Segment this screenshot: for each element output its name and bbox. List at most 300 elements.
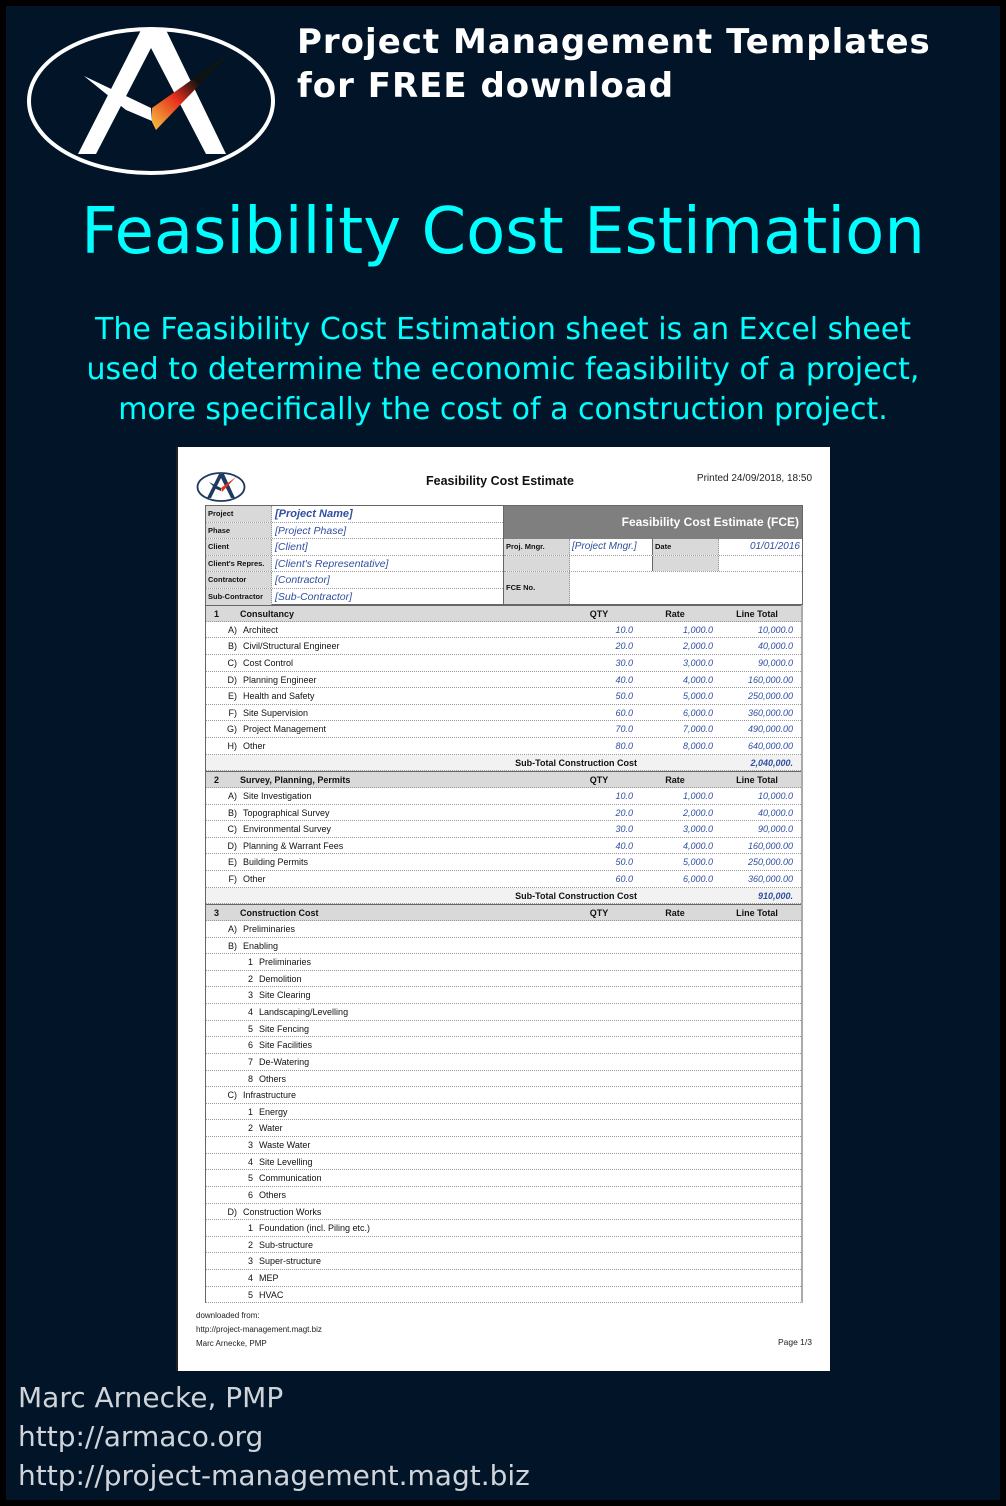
sub-item-number: 4	[247, 1007, 253, 1017]
qty-cell[interactable]: 10.0	[615, 790, 633, 801]
table-row	[206, 1237, 801, 1254]
sub-item-number: 2	[247, 973, 253, 984]
author-info	[18, 1378, 530, 1495]
sheet-footer	[196, 1309, 322, 1351]
project-name-field[interactable]: [Project Name]	[275, 508, 353, 520]
line-total-cell	[721, 1204, 801, 1220]
item-description: Architect	[243, 624, 279, 635]
line-total-cell: 90,000.0	[757, 657, 793, 668]
line-total-cell: 360,000.00	[747, 707, 793, 718]
item-description: Health and Safety	[243, 691, 315, 702]
line-total-cell	[721, 1253, 801, 1269]
line-total-cell	[721, 1120, 801, 1136]
item-description: Civil/Structural Engineer	[243, 641, 340, 652]
item-description: Others	[259, 1189, 287, 1200]
footer-line: Marc Arnecke, PMP	[196, 1339, 267, 1348]
info-label	[653, 556, 719, 572]
qty-column-header: QTY	[589, 908, 609, 919]
contractor-field[interactable]: [Contractor]	[275, 574, 330, 586]
line-total-column-header: Line Total	[736, 609, 778, 619]
sub-item-number: 3	[247, 990, 253, 1001]
item-letter: C)	[227, 657, 237, 668]
item-letter: C)	[227, 1090, 237, 1101]
rate-cell[interactable]	[637, 938, 721, 954]
info-row-blank	[504, 556, 802, 573]
qty-cell[interactable]	[565, 938, 637, 954]
blank-field[interactable]	[570, 556, 653, 572]
table-row	[206, 1170, 801, 1187]
qty-cell[interactable]: 30.0	[615, 657, 633, 668]
line-total-cell	[721, 1021, 801, 1037]
line-total-cell	[721, 1220, 801, 1236]
header-line-2: for FREE download	[297, 66, 675, 106]
item-description: Planning Engineer	[243, 674, 317, 685]
rate-cell[interactable]	[637, 1037, 721, 1053]
qty-cell[interactable]	[565, 1021, 637, 1037]
table-row	[206, 738, 801, 755]
table-row	[206, 987, 801, 1004]
item-letter: A)	[228, 790, 237, 801]
sub-item-number: 2	[247, 1123, 253, 1134]
sub-item-number: 5	[247, 1023, 253, 1034]
sub-item-number: 3	[247, 1256, 253, 1267]
table-row	[206, 1187, 801, 1204]
item-letter: G)	[227, 724, 237, 735]
item-description: Site Fencing	[259, 1023, 310, 1034]
rate-column-header: Rate	[665, 609, 685, 619]
table-row	[206, 1054, 801, 1071]
sub-item-number: 6	[247, 1189, 253, 1200]
table-row	[206, 971, 801, 988]
item-description: Waste Water	[259, 1140, 311, 1150]
item-description: Landscaping/Levelling	[259, 1007, 349, 1017]
subtotal-row	[206, 755, 801, 772]
author-name: Marc Arnecke, PMP	[18, 1381, 284, 1414]
item-description: Site Facilities	[259, 1040, 313, 1051]
sub-item-number: 5	[247, 1289, 253, 1300]
line-total-cell	[721, 987, 801, 1003]
section-number: 2	[214, 775, 220, 786]
sub-item-number: 7	[247, 1056, 253, 1067]
qty-cell[interactable]	[565, 1170, 637, 1186]
item-description: Building Permits	[243, 857, 309, 868]
description	[0, 310, 1006, 430]
subtotal-row	[206, 888, 801, 905]
qty-cell[interactable]	[565, 1104, 637, 1120]
item-description: Planning & Warrant Fees	[243, 840, 344, 851]
item-description: De-Watering	[259, 1056, 310, 1067]
line-total-cell: 40,000.0	[757, 807, 793, 818]
item-description: Site Clearing	[259, 990, 311, 1001]
line-total-cell: 10,000.0	[757, 790, 793, 801]
subtotal-value: 910,000.	[757, 890, 793, 901]
line-total-cell	[721, 954, 801, 970]
compass-a-logo-icon	[26, 26, 276, 176]
line-total-cell: 40,000.0	[757, 641, 793, 652]
sub-item-number: 4	[247, 1273, 253, 1283]
section-number: 1	[214, 609, 220, 619]
rate-cell[interactable]: 6,000.0	[682, 874, 713, 884]
line-total-cell	[721, 1087, 801, 1103]
info-row-client	[206, 539, 503, 556]
table-row	[206, 1071, 801, 1088]
item-letter: B)	[228, 940, 237, 951]
rate-cell[interactable]: 8,000.0	[682, 741, 713, 751]
line-total-cell: 160,000.00	[747, 674, 793, 685]
table-row	[206, 805, 801, 822]
sub-item-number: 4	[247, 1156, 253, 1167]
item-description: Construction Works	[243, 1206, 322, 1217]
item-description: Demolition	[259, 973, 302, 984]
sub-item-number: 3	[247, 1140, 253, 1150]
line-total-column-header: Line Total	[736, 775, 778, 786]
line-total-cell: 490,000.00	[747, 724, 793, 735]
sub-item-number: 5	[247, 1173, 253, 1184]
line-total-cell	[721, 1037, 801, 1053]
table-row	[206, 1087, 801, 1104]
table-row	[206, 1253, 801, 1270]
fce-heading: Feasibility Cost Estimate (FCE)	[504, 506, 802, 539]
info-label: Contractor	[206, 572, 272, 588]
info-label: Date	[653, 539, 719, 555]
rate-cell[interactable]	[637, 921, 721, 937]
line-total-cell: 250,000.00	[747, 691, 793, 702]
item-description: Energy	[259, 1106, 288, 1117]
line-total-cell	[721, 1170, 801, 1186]
rate-cell[interactable]	[637, 1220, 721, 1236]
qty-cell[interactable]	[565, 1071, 637, 1087]
date-field[interactable]: 01/01/2016	[749, 541, 800, 552]
project-info-right	[504, 506, 802, 604]
qty-cell[interactable]	[565, 1120, 637, 1136]
item-letter: F)	[228, 707, 237, 718]
line-total-cell	[721, 938, 801, 954]
project-info-block	[205, 505, 803, 605]
line-total-column-header: Line Total	[736, 908, 778, 919]
section-title: Survey, Planning, Permits	[240, 775, 351, 786]
item-letter: F)	[228, 874, 237, 884]
qty-cell[interactable]: 60.0	[615, 874, 633, 884]
item-letter: H)	[227, 741, 237, 751]
qty-cell[interactable]: 80.0	[615, 741, 633, 751]
printed-timestamp: Printed 24/09/2018, 18:50	[696, 473, 812, 484]
site-header	[297, 20, 931, 108]
qty-cell[interactable]: 50.0	[615, 691, 633, 702]
line-total-cell	[721, 1071, 801, 1087]
table-row	[206, 655, 801, 672]
table-row	[206, 921, 801, 938]
subtotal-value: 2,040,000.	[750, 757, 793, 768]
table-row	[206, 638, 801, 655]
qty-cell[interactable]: 10.0	[615, 624, 633, 635]
qty-cell[interactable]	[565, 954, 637, 970]
section-number: 3	[214, 908, 220, 919]
item-letter: C)	[227, 824, 237, 835]
qty-cell[interactable]: 20.0	[615, 807, 633, 818]
rate-cell[interactable]	[637, 987, 721, 1003]
blank-field[interactable]	[719, 556, 802, 572]
qty-cell[interactable]	[565, 971, 637, 987]
item-description: Cost Control	[243, 657, 294, 668]
rate-column-header: Rate	[665, 908, 685, 919]
item-description: Topographical Survey	[243, 807, 330, 818]
item-description: Foundation (incl. Piling etc.)	[259, 1223, 371, 1234]
sub-item-number: 1	[247, 957, 253, 968]
item-letter: A)	[228, 923, 237, 934]
item-description: Water	[259, 1123, 283, 1134]
sub-item-number: 1	[247, 1106, 253, 1117]
line-total-cell	[721, 1270, 801, 1286]
info-row-contractor	[206, 572, 503, 589]
table-row	[206, 1204, 801, 1221]
author-url-1[interactable]: http://armaco.org	[18, 1420, 264, 1453]
description-line: The Feasibility Cost Estimation sheet is an Excel sheet	[95, 312, 911, 347]
rate-cell[interactable]	[637, 1004, 721, 1020]
rate-cell[interactable]: 3,000.0	[682, 824, 713, 835]
line-total-cell: 10,000.0	[757, 624, 793, 635]
line-total-cell	[721, 1004, 801, 1020]
rate-cell[interactable]	[637, 1021, 721, 1037]
item-letter: D)	[227, 840, 237, 851]
qty-cell[interactable]	[565, 1237, 637, 1253]
info-label: Client's Repres.	[206, 556, 272, 572]
item-description: Site Investigation	[243, 790, 312, 801]
rate-cell[interactable]: 5,000.0	[682, 857, 713, 868]
item-letter: B)	[228, 807, 237, 818]
line-total-cell	[721, 1287, 801, 1303]
line-total-cell: 250,000.00	[747, 857, 793, 868]
qty-cell[interactable]	[565, 1220, 637, 1236]
table-row	[206, 1037, 801, 1054]
line-total-cell	[721, 971, 801, 987]
rate-cell[interactable]	[637, 1237, 721, 1253]
description-line: used to determine the economic feasibility of a project,	[86, 352, 920, 387]
sub-item-number: 1	[247, 1223, 253, 1234]
table-row	[206, 954, 801, 971]
subtotal-label: Sub-Total Construction Cost	[515, 890, 637, 901]
rate-cell[interactable]	[637, 1187, 721, 1203]
table-row	[206, 1120, 801, 1137]
sub-item-number: 6	[247, 1040, 253, 1051]
item-description: Other	[243, 874, 266, 884]
section-header-row	[206, 904, 801, 921]
footer-line: downloaded from:	[196, 1311, 260, 1320]
line-total-cell	[721, 1104, 801, 1120]
qty-cell[interactable]: 50.0	[615, 857, 633, 868]
item-description: Sub-structure	[259, 1239, 314, 1250]
item-description: Others	[259, 1073, 287, 1084]
qty-cell[interactable]	[565, 1154, 637, 1170]
item-description: Site Supervision	[243, 707, 309, 718]
item-description: Environmental Survey	[243, 824, 332, 835]
rate-cell[interactable]	[637, 1253, 721, 1269]
item-letter: E)	[228, 691, 237, 702]
info-label: Sub-Contractor	[206, 589, 272, 606]
item-description: Project Management	[243, 724, 327, 735]
item-letter: D)	[227, 674, 237, 685]
qty-cell[interactable]: 40.0	[615, 674, 633, 685]
info-label: Phase	[206, 523, 272, 539]
info-row-fce	[504, 572, 802, 604]
qty-cell[interactable]	[565, 1087, 637, 1103]
section-header-row	[206, 771, 801, 788]
section-title: Construction Cost	[240, 908, 319, 919]
line-total-cell	[721, 921, 801, 937]
rate-cell[interactable]: 2,000.0	[682, 807, 713, 818]
item-letter: E)	[228, 857, 237, 868]
item-description: HVAC	[259, 1289, 284, 1300]
qty-column-header: QTY	[589, 775, 609, 786]
subtotal-label: Sub-Total Construction Cost	[515, 757, 637, 768]
item-description: Other	[243, 741, 266, 751]
project-manager-field[interactable]: [Project Mngr.]	[570, 539, 653, 555]
item-letter: B)	[228, 641, 237, 652]
sheet-logo-icon	[196, 471, 246, 503]
subcontractor-field[interactable]: [Sub-Contractor]	[275, 590, 353, 603]
qty-cell[interactable]	[565, 1187, 637, 1203]
table-row	[206, 838, 801, 855]
rate-cell[interactable]	[637, 1054, 721, 1070]
table-row	[206, 672, 801, 689]
item-description: Site Levelling	[259, 1156, 313, 1167]
rate-cell[interactable]	[637, 1120, 721, 1136]
footer-link: http://project-management.magt.biz	[196, 1325, 322, 1334]
item-description: Enabling	[243, 940, 279, 951]
qty-cell[interactable]: 30.0	[615, 824, 633, 835]
table-row	[206, 1137, 801, 1154]
info-row-phase	[206, 523, 503, 540]
description-line: more specifically the cost of a construction project.	[118, 392, 888, 427]
qty-cell[interactable]	[565, 1270, 637, 1286]
table-row	[206, 854, 801, 871]
rate-cell[interactable]: 2,000.0	[682, 641, 713, 652]
rate-cell[interactable]	[637, 1071, 721, 1087]
table-row	[206, 1104, 801, 1121]
page-title: Feasibility Cost Estimation	[81, 195, 925, 269]
qty-cell[interactable]	[565, 1054, 637, 1070]
info-row-subcontractor	[206, 589, 503, 606]
qty-cell[interactable]: 20.0	[615, 641, 633, 652]
item-description: Infrastructure	[243, 1090, 297, 1101]
qty-cell[interactable]	[565, 987, 637, 1003]
line-total-cell	[721, 1187, 801, 1203]
table-row	[206, 1021, 801, 1038]
info-label	[504, 556, 570, 572]
qty-cell[interactable]	[565, 1287, 637, 1303]
rate-cell[interactable]: 7,000.0	[682, 724, 713, 735]
table-row	[206, 938, 801, 955]
qty-cell[interactable]	[565, 1037, 637, 1053]
rate-cell[interactable]	[637, 1087, 721, 1103]
item-letter: D)	[227, 1206, 237, 1217]
rate-cell[interactable]: 5,000.0	[682, 691, 713, 702]
client-rep-field[interactable]: [Client's Representative]	[275, 557, 389, 570]
page-number: Page 1/3	[777, 1337, 812, 1347]
info-row-client-rep	[206, 556, 503, 573]
cost-table	[205, 605, 803, 1303]
rate-cell[interactable]: 6,000.0	[682, 707, 713, 718]
table-row	[206, 1220, 801, 1237]
line-total-cell	[721, 1054, 801, 1070]
info-label: Proj. Mngr.	[504, 539, 570, 555]
item-description: Communication	[259, 1173, 322, 1184]
rate-cell[interactable]	[637, 1270, 721, 1286]
table-row	[206, 821, 801, 838]
rate-cell[interactable]: 1,000.0	[682, 790, 713, 801]
line-total-cell	[721, 1237, 801, 1253]
rate-column-header: Rate	[665, 775, 685, 786]
table-row	[206, 688, 801, 705]
author-url-2[interactable]: http://project-management.magt.biz	[18, 1459, 530, 1492]
item-description: MEP	[259, 1273, 279, 1283]
table-row	[206, 705, 801, 722]
qty-column-header: QTY	[589, 609, 609, 619]
rate-cell[interactable]: 4,000.0	[682, 674, 713, 685]
qty-cell[interactable]	[565, 1004, 637, 1020]
section-header-row	[206, 605, 801, 622]
rate-cell[interactable]	[637, 1170, 721, 1186]
qty-cell[interactable]: 60.0	[615, 707, 633, 718]
rate-cell[interactable]: 4,000.0	[682, 840, 713, 851]
qty-cell[interactable]: 70.0	[615, 724, 633, 735]
table-row	[206, 622, 801, 639]
table-row	[206, 1270, 801, 1287]
table-row	[206, 871, 801, 888]
project-info-left	[206, 506, 504, 604]
line-total-cell	[721, 1154, 801, 1170]
header-line-1: Project Management Templates	[297, 22, 931, 62]
info-label: Project	[206, 506, 272, 522]
rate-cell[interactable]	[637, 1154, 721, 1170]
line-total-cell: 360,000.00	[747, 874, 793, 884]
info-row-project	[206, 506, 503, 523]
line-total-cell: 160,000.00	[747, 840, 793, 851]
qty-cell[interactable]	[565, 921, 637, 937]
table-row	[206, 1154, 801, 1171]
rate-cell[interactable]	[637, 971, 721, 987]
section-title: Consultancy	[240, 609, 295, 619]
rate-cell[interactable]	[637, 1204, 721, 1220]
info-row-manager	[504, 539, 802, 556]
rate-cell[interactable]: 1,000.0	[682, 624, 713, 635]
client-field[interactable]: [Client]	[275, 541, 308, 553]
item-letter: A)	[228, 624, 237, 635]
item-description: Preliminaries	[243, 923, 296, 934]
line-total-cell: 640,000.00	[747, 741, 793, 751]
rate-cell[interactable]	[637, 954, 721, 970]
sheet-title: Feasibility Cost Estimate	[426, 474, 574, 488]
rate-cell[interactable]	[637, 1137, 721, 1153]
info-label: FCE No.	[504, 572, 570, 604]
item-description: Preliminaries	[259, 957, 312, 968]
qty-cell[interactable]	[565, 1253, 637, 1269]
spreadsheet-preview	[176, 447, 830, 1371]
table-row	[206, 1004, 801, 1021]
table-row	[206, 1287, 801, 1304]
sub-item-number: 8	[247, 1073, 253, 1084]
qty-cell[interactable]: 40.0	[615, 840, 633, 851]
info-label: Client	[206, 539, 272, 555]
qty-cell[interactable]	[565, 1137, 637, 1153]
qty-cell[interactable]	[565, 1204, 637, 1220]
item-description: Super-structure	[259, 1256, 322, 1267]
rate-cell[interactable]	[637, 1287, 721, 1303]
rate-cell[interactable]	[637, 1104, 721, 1120]
table-row	[206, 721, 801, 738]
line-total-cell	[721, 1137, 801, 1153]
rate-cell[interactable]: 3,000.0	[682, 657, 713, 668]
project-phase-field[interactable]: [Project Phase]	[275, 524, 347, 537]
